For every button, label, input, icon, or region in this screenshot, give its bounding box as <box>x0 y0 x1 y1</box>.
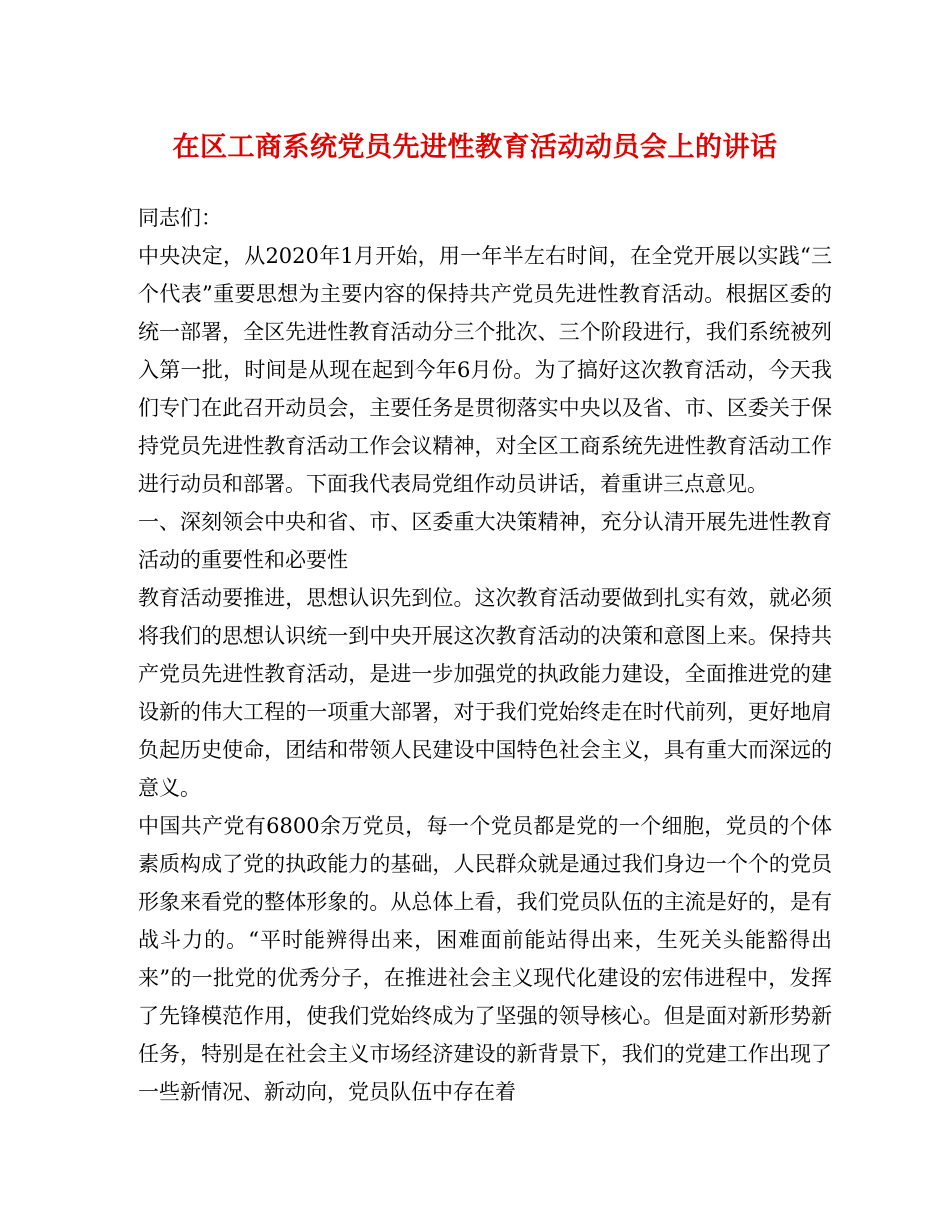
body-paragraph: 教育活动要推进，思想认识先到位。这次教育活动要做到扎实有效，就必须将我们的思想认识统一到中央开展这次教育活动的决策和意图上来。保持共产党员先进性教育活动，是进一步加强党的执政能力建设，全面推进党的建设新的伟大工程的一项重大部署，对于我们党始终走在时代前列，更好地肩负起历史使命，团结和带领人民建设中国特色社会主义，具有重大而深远的意义。 <box>138 586 832 800</box>
salutation-paragraph: 同志们： <box>138 206 222 230</box>
body-paragraph: 中国共产党有6800余万党员，每一个党员都是党的一个细胞，党员的个体素质构成了党的执政能力的基础，人民群众就是通过我们身边一个个的党员形象来看党的整体形象的。从总体上看，我们党员队伍的主流是好的，是有战斗力的。“平时能辨得出来，困难面前能站得出来，生死关头能豁得出来”的一批党的优秀分子，在推进社会主义现代化建设的宏伟进程中，发挥了先锋模范作用，使我们党始终成为了坚强的领导核心。但是面对新形势新任务，特别是在社会主义市场经济建设的新背景下，我们的党建工作出现了一些新情况、新动向，党员队伍中存在着 <box>138 814 832 1104</box>
intro-paragraph: 中央决定，从2020年1月开始，用一年半左右时间，在全党开展以实践“三个代表”重要思想为主要内容的保持共产党员先进性教育活动。根据区委的统一部署，全区先进性教育活动分三个批次、三个阶段进行，我们系统被列入第一批，时间是从现在起到今年6月份。为了搞好这次教育活动，今天我们专门在此召开动员会，主要任务是贯彻落实中央以及省、市、区委关于保持党员先进性教育活动工作会议精神，对全区工商系统先进性教育活动工作进行动员和部署。下面我代表局党组作动员讲话，着重讲三点意见。 <box>138 244 832 496</box>
section-heading: 一、深刻领会中央和省、市、区委重大决策精神，充分认清开展先进性教育活动的重要性和必要性 <box>138 510 832 572</box>
document-title: 在区工商系统党员先进性教育活动动员会上的讲话 <box>172 132 778 163</box>
document-body <box>138 199 832 1111</box>
